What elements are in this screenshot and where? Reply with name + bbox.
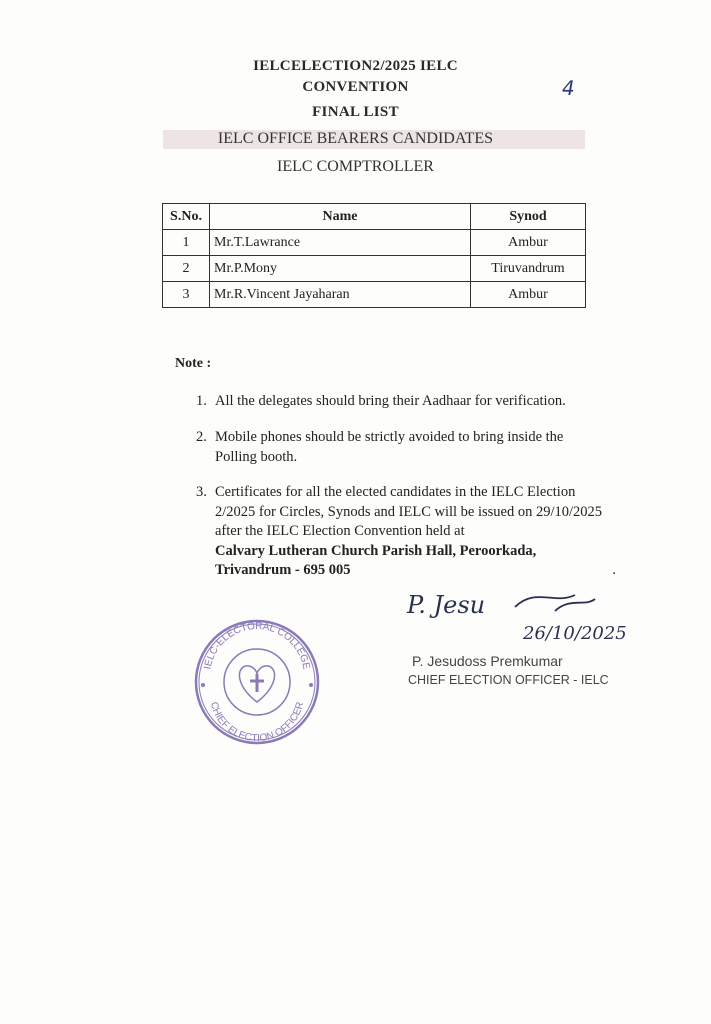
- table-header: [163, 204, 586, 230]
- cell-name: Mr.T.Lawrance: [210, 230, 471, 256]
- cell-sno: 3: [163, 282, 210, 308]
- page-number: 4: [559, 76, 577, 100]
- cell-synod: Ambur: [471, 230, 586, 256]
- signature-date: 26/10/2025: [523, 623, 627, 644]
- note-label: Note :: [175, 356, 212, 371]
- cell-sno: 1: [163, 230, 210, 256]
- note-end: .: [612, 562, 616, 578]
- col-name: Name: [210, 204, 471, 230]
- venue-text: Calvary Lutheran Church Parish Hall, Peroorkada, Trivandrum - 695 005: [215, 542, 537, 578]
- position-heading: IELC COMPTROLLER: [277, 158, 434, 175]
- section-heading: IELC OFFICE BEARERS CANDIDATES: [217, 130, 494, 147]
- venue-row: [215, 542, 616, 581]
- col-synod: Synod: [471, 204, 586, 230]
- note-text: Certificates for all the elected candidates in the IELC Election 2/2025 for Circles, Synods and IELC will be issued on 29/10/2025 after the IELC Election Convention held at: [215, 484, 603, 539]
- candidates-table: [162, 203, 586, 308]
- note-text-container: [215, 483, 616, 581]
- signature-text: P. Jesu: [407, 591, 486, 619]
- doc-title-line1: IELCELECTION2/2025 IELC: [253, 58, 458, 74]
- note-item: [196, 483, 616, 581]
- table-row: [163, 256, 586, 282]
- official-seal-stamp: [193, 618, 321, 746]
- note-number: 1.: [196, 393, 207, 409]
- note-item: [196, 392, 626, 412]
- stamp-bottom-text: CHIEF ELECTION OFFICER: [207, 700, 307, 745]
- signatory-name: P. Jesudoss Premkumar: [412, 653, 563, 669]
- signatory-title: CHIEF ELECTION OFFICER - IELC: [408, 673, 609, 687]
- note-number: 2.: [196, 429, 207, 445]
- col-sno: S.No.: [163, 204, 210, 230]
- note-item: [196, 428, 606, 467]
- table-row: [163, 230, 586, 256]
- cell-synod: Tiruvandrum: [471, 256, 586, 282]
- note-text: All the delegates should bring their Aadhaar for verification.: [215, 393, 566, 409]
- doc-title-line3: FINAL LIST: [312, 104, 399, 120]
- note-text: Mobile phones should be strictly avoided to bring inside the Polling booth.: [215, 429, 564, 465]
- cell-name: Mr.R.Vincent Jayaharan: [210, 282, 471, 308]
- cell-sno: 2: [163, 256, 210, 282]
- cell-synod: Ambur: [471, 282, 586, 308]
- table-row: [163, 282, 586, 308]
- note-number: 3.: [196, 484, 207, 500]
- doc-title-line2: CONVENTION: [302, 79, 409, 95]
- cell-name: Mr.P.Mony: [210, 256, 471, 282]
- handwritten-signature: [405, 585, 675, 645]
- stamp-top-text: IELC-ELECTORAL COLLEGE: [202, 620, 312, 671]
